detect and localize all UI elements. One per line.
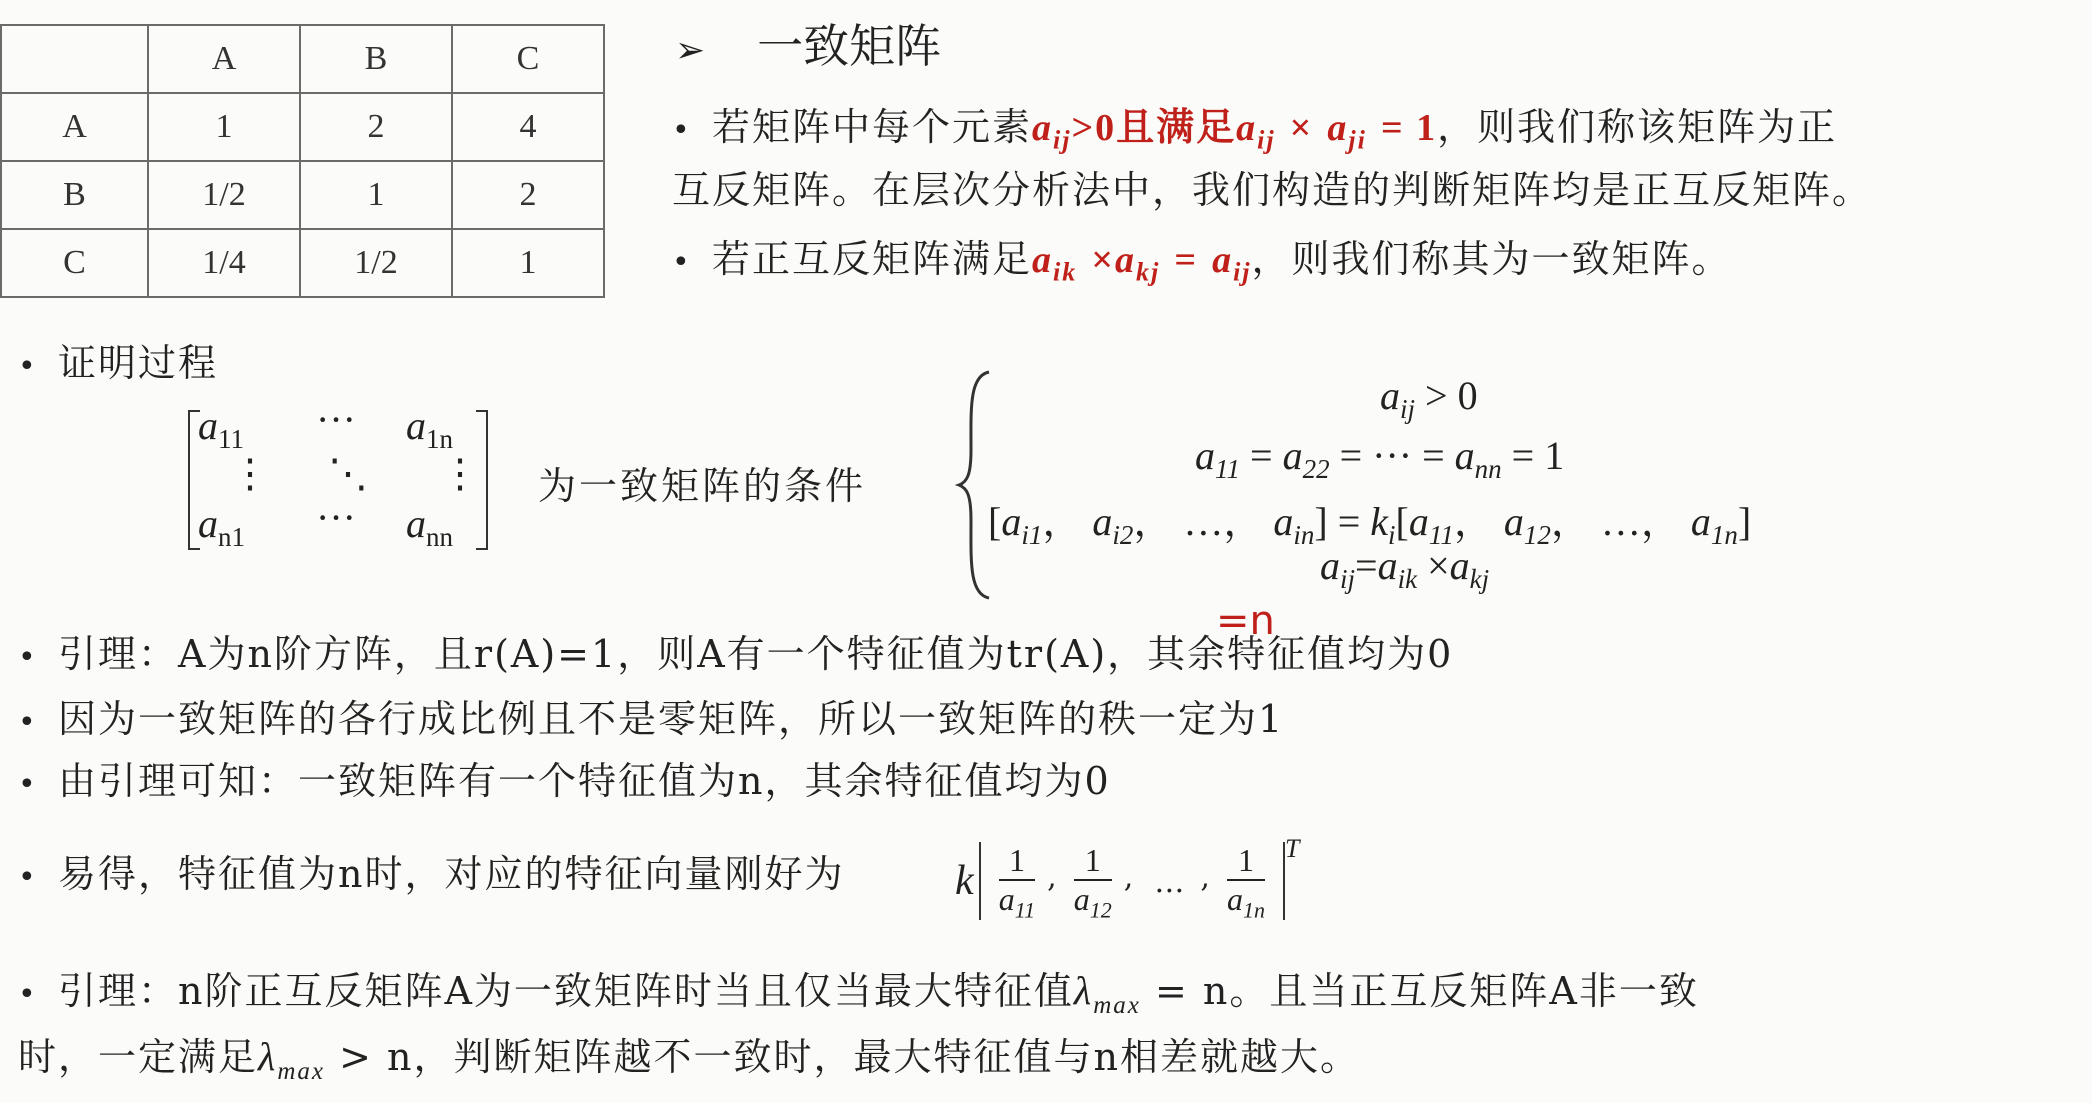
k-symbol: k bbox=[955, 858, 974, 904]
table-cell: 1/4 bbox=[148, 229, 300, 297]
text: 引理：A为n阶方阵，且r(A)=1，则A有一个特征值为tr(A) bbox=[58, 632, 1108, 676]
text: ， bbox=[1640, 499, 1681, 544]
text: 因为一致矩阵的各行成比例且不是零矩阵，所以一致矩阵的秩一定为1 bbox=[58, 697, 1285, 741]
left-brace-icon bbox=[955, 370, 995, 600]
bullet-dot: • bbox=[18, 705, 38, 740]
text: ，则我们称其为一致矩阵。 bbox=[1251, 237, 1732, 281]
table-cell bbox=[1, 25, 148, 93]
text: 。且当正互反矩阵A非一致 bbox=[1229, 969, 1699, 1013]
formula-times: × bbox=[1091, 239, 1115, 281]
text: 证明过程 bbox=[58, 341, 219, 385]
condition-consistency: $a_{ij}=a_{ik} \times a_{kj}$ bbox=[1320, 543, 1490, 594]
proof-label bbox=[18, 334, 218, 393]
lemma-2 bbox=[18, 960, 2068, 1092]
formula-eq: = 1 bbox=[1380, 107, 1438, 149]
text: 1 bbox=[1227, 842, 1265, 881]
text: 易得，特征值为n时，对应的特征向量刚好为 bbox=[58, 852, 845, 896]
table-cell: 1 bbox=[148, 93, 300, 161]
section-title bbox=[675, 10, 941, 76]
table-cell: C bbox=[1, 229, 148, 297]
text: ··· bbox=[1372, 433, 1413, 478]
text: 由引理可知：一致矩阵有一个特征值为n，其余特征值均为0 bbox=[58, 759, 1111, 803]
condition-diagonal: $a_{11} = a_{22}$ = ··· = $a_{nn} = 1$ bbox=[1195, 433, 1565, 484]
bullet-dot: • bbox=[18, 767, 38, 802]
ellipsis: … bbox=[1154, 865, 1185, 901]
text: = bbox=[1422, 433, 1445, 478]
arrow-bullet-icon: ➢ bbox=[675, 30, 706, 71]
text: ，其余特征值均为0 bbox=[1107, 632, 1454, 676]
bracket-right-bottom bbox=[476, 548, 488, 550]
table-header-row bbox=[1, 25, 604, 93]
table-cell: 2 bbox=[452, 161, 604, 229]
text: × bbox=[1427, 543, 1450, 588]
text: … bbox=[1183, 499, 1224, 544]
text: … bbox=[1600, 499, 1641, 544]
formula-aji: $a_{ji}$ bbox=[1327, 107, 1367, 155]
table-cell: 1/2 bbox=[148, 161, 300, 229]
text: = 1 bbox=[1511, 433, 1565, 478]
text: = bbox=[1250, 433, 1273, 478]
text: > 0 bbox=[1425, 373, 1478, 418]
table-row bbox=[1, 229, 604, 297]
table-cell: 1/2 bbox=[300, 229, 452, 297]
matrix-entry-a1n: $a_{1n}$ bbox=[406, 403, 453, 454]
general-matrix bbox=[188, 397, 488, 552]
text: ， bbox=[1453, 499, 1494, 544]
text: 引理：n阶正互反矩阵A为一致矩阵时当且仅当最大特征值 bbox=[58, 969, 1074, 1013]
fraction-denominator: $a_{1n}$ bbox=[1227, 881, 1266, 923]
text: ，判断矩阵越不一致时，最大特征值与n相差就越大。 bbox=[413, 1034, 1360, 1079]
fraction-denominator: $a_{11}$ bbox=[998, 881, 1036, 923]
eigenvector-formula bbox=[955, 834, 1300, 923]
bullet-eigenvector bbox=[18, 845, 844, 904]
table-cell: A bbox=[1, 93, 148, 161]
bullet-dot: • bbox=[672, 113, 692, 148]
text: ， bbox=[1223, 499, 1264, 544]
matrix-entry-a11: $a_{11}$ bbox=[198, 403, 244, 454]
matrix-vdots: ⋮ bbox=[230, 451, 270, 496]
formula-aij: $a_{ij}$ bbox=[1212, 239, 1252, 287]
text: = bbox=[1339, 433, 1363, 478]
handwritten-annotation: =n bbox=[1216, 598, 1275, 644]
judgment-matrix-table bbox=[0, 24, 605, 298]
matrix-entry-ann: $a_{nn}$ bbox=[406, 501, 453, 552]
table-cell: 4 bbox=[452, 93, 604, 161]
formula-aij: $a_{ij}$ bbox=[1032, 107, 1072, 155]
table-cell: B bbox=[300, 25, 452, 93]
matrix-entry-an1: $a_{n1}$ bbox=[198, 501, 245, 552]
text: 若矩阵中每个元素 bbox=[712, 105, 1033, 149]
matrix-vdots: ⋮ bbox=[440, 451, 480, 496]
vector-bracket bbox=[979, 842, 1285, 923]
intro-paragraph-1 bbox=[672, 98, 2072, 220]
formula-akj: $a_{kj}$ bbox=[1115, 239, 1161, 287]
text: ， bbox=[1550, 499, 1591, 544]
text: ，则我们称该矩阵为正 bbox=[1437, 105, 1838, 149]
formula-aik: $a_{ik}$ bbox=[1032, 239, 1078, 287]
text: = bbox=[1355, 543, 1378, 588]
text: = n bbox=[1155, 969, 1230, 1013]
formula-times: × bbox=[1289, 107, 1314, 149]
formula-aij: $a_{ij}$ bbox=[1236, 107, 1276, 155]
text: > n bbox=[339, 1034, 414, 1079]
text: 互反矩阵。在层次分析法中，我们构造的判断矩阵均是正互反矩阵。 bbox=[672, 167, 1873, 212]
matrix-hdots: ··· bbox=[316, 397, 356, 442]
comma: , bbox=[1123, 860, 1134, 896]
comma: , bbox=[1200, 860, 1210, 896]
bullet-dot: • bbox=[18, 349, 38, 384]
text: 时，一定满足 bbox=[18, 1034, 259, 1079]
text: 若正互反矩阵满足 bbox=[712, 237, 1033, 281]
table-row bbox=[1, 161, 604, 229]
table-row bbox=[1, 93, 604, 161]
lambda-max: $\lambda_{max}$ bbox=[258, 1033, 325, 1085]
comma: , bbox=[1047, 860, 1057, 896]
text: 1 bbox=[1074, 842, 1112, 881]
table-cell: 1 bbox=[300, 161, 452, 229]
matrix-caption: 为一致矩阵的条件 bbox=[538, 464, 867, 508]
table-cell: 1 bbox=[452, 229, 604, 297]
table-cell: A bbox=[148, 25, 300, 93]
matrix-hdots: ··· bbox=[316, 495, 356, 540]
bullet-eigenvalue bbox=[18, 752, 1111, 811]
matrix-ddots: ⋱ bbox=[328, 451, 368, 496]
fraction bbox=[1227, 842, 1265, 923]
text: ， bbox=[1042, 499, 1083, 544]
text: 1 bbox=[999, 842, 1035, 881]
formula-eq: = bbox=[1174, 239, 1198, 281]
bullet-dot: • bbox=[672, 245, 692, 280]
bullet-dot: • bbox=[18, 977, 38, 1012]
text: ， bbox=[1133, 499, 1174, 544]
title-text: 一致矩阵 bbox=[757, 19, 942, 73]
bracket-right bbox=[486, 410, 488, 550]
condition-row-proportional: [$a_{i1}$， $a_{i2}$， …， $a_{in}] = k_i[a_{11}$， $a_{12}$， …， $a_{1n}$] bbox=[988, 499, 1752, 550]
fraction bbox=[999, 842, 1035, 923]
bullet-rank bbox=[18, 690, 1284, 749]
table-cell: 2 bbox=[300, 93, 452, 161]
intro-paragraph-2 bbox=[672, 230, 2072, 293]
table-cell: C bbox=[452, 25, 604, 93]
bullet-dot: • bbox=[18, 860, 38, 895]
table-cell: B bbox=[1, 161, 148, 229]
bullet-dot: • bbox=[18, 640, 38, 675]
bracket-left bbox=[188, 410, 190, 550]
condition-positive: $a_{ij} > 0$ bbox=[1380, 373, 1478, 424]
lambda-max: $\lambda_{max}$ bbox=[1073, 968, 1141, 1019]
bracket-right-top bbox=[476, 410, 488, 412]
fraction-denominator: $a_{12}$ bbox=[1073, 881, 1112, 923]
transpose-symbol: T bbox=[1285, 834, 1300, 863]
fraction bbox=[1074, 842, 1112, 923]
formula-text: >0且满足 bbox=[1071, 107, 1237, 149]
